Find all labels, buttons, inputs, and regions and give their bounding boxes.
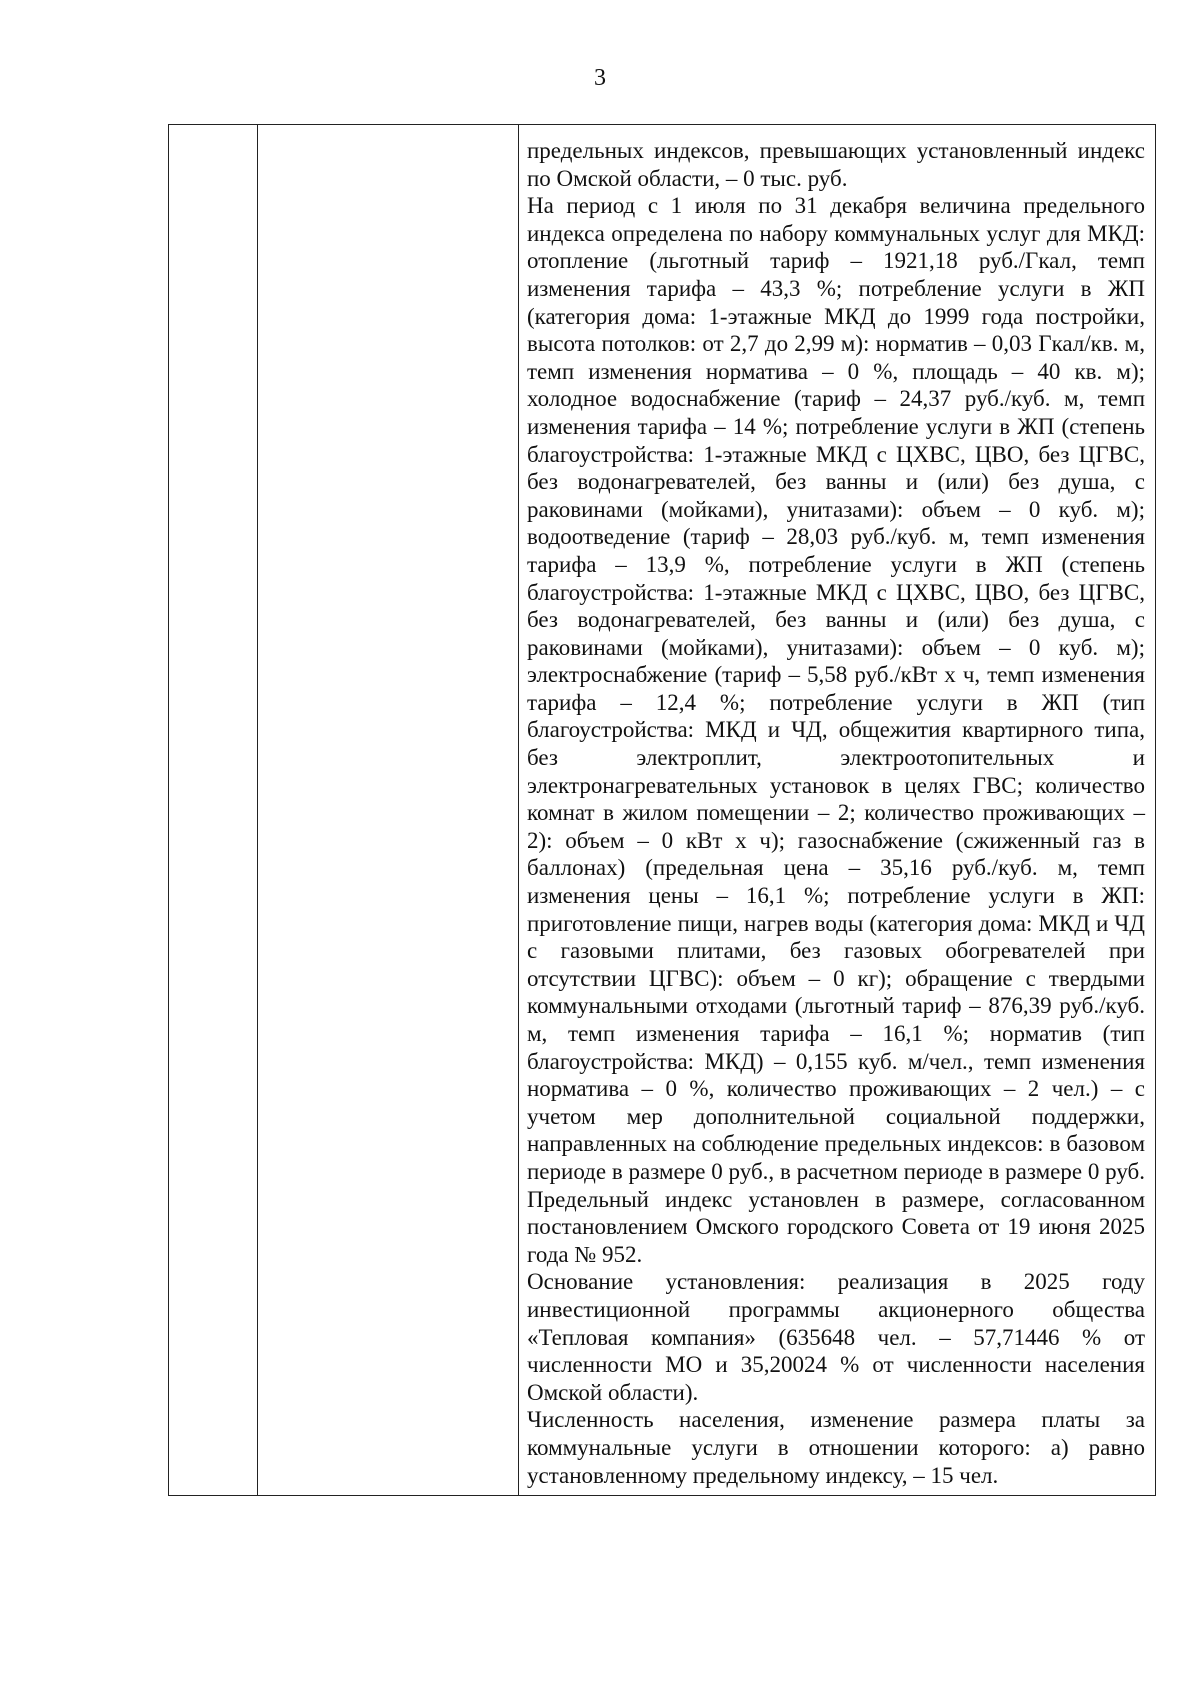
table-row [169, 125, 1156, 1496]
page-number: 3 [594, 65, 606, 91]
paragraph-indices-continued: предельных индексов, превышающих установленный индекс по Омской области, – 0 тыс. руб. [527, 138, 1145, 191]
table-cell-col-1 [169, 125, 258, 1496]
table-cell-col-3 [519, 125, 1156, 1496]
paragraph-period-jul-dec: На период с 1 июля по 31 декабря величина предельного индекса определена по набору коммунальных услуг для МКД: отопление (льготный тариф – 1921,18 руб./Гкал, темп изменения тарифа – 43,3 %; потребление услуги в ЖП (категория дома: 1-этажные МКД до 1999 года постройки, высота потолков: от 2,7 до 2,99 м): норматив – 0,03 Гкал/кв. м, темп изменения норматива – 0 %, площадь – 40 кв. м); холодное водоснабжение (тариф – 24,37 руб./куб. м, темп изменения тарифа – 14 %; потребление услуги в ЖП (степень благоустройства: 1-этажные МКД с ЦХВС, ЦВО, без ЦГВС, без водонагревателей, без ванны и (или) без душа, с раковинами (мойками), унитазами): объем – 0 куб. м); водоотведение (тариф – 28,03 руб./куб. м, темп изменения тарифа – 13,9 %, потребление услуги в ЖП (степень благоустройства: 1-этажные МКД с ЦХВС, ЦВО, без ЦГВС, без водонагревателей, без ванны и (или) без душа, с раковинами (мойками), унитазами): объем – 0 куб. м); электроснабжение (тариф – 5,58 руб./кВт х ч, темп изменения тарифа – 12,4 %; потребление услуги в ЖП (тип благоустройства: МКД и ЧД, общежития квартирного типа, без электроплит, электроотопительных и электронагревательных установок в целях ГВС; количество комнат в жилом помещении – 2; количество проживающих – 2): объем – 0 кВт х ч); газоснабжение (сжиженный газ в баллонах) (предельная цена – 35,16 руб./куб. м, темп изменения цены – 16,1 %; потребление услуги в ЖП: приготовление пищи, нагрев воды (категория дома: МКД и ЧД с газовыми плитами, без газовых обогревателей при отсутствии ЦГВС): объем – 0 кг); обращение с твердыми коммунальными отходами (льготный тариф – 876,39 руб./куб. м, темп изменения тарифа – 16,1 %; норматив (тип благоустройства: МКД) – 0,155 куб. м/чел., темп изменения норматива – 0 %, количество проживающих – 2 чел.) – с учетом мер дополнительной социальной поддержки, направленных на соблюдение предельных индексов: в базовом периоде в размере 0 руб., в расчетном периоде в размере 0 руб. Предельный индекс установлен в размере, согласованном постановлением Омского городского Совета от 19 июня 2025 года № 952. [527, 193, 1145, 1267]
document-table [168, 124, 1156, 1496]
paragraph-basis: Основание установления: реализация в 2025 году инвестиционной программы акционерного общества «Тепловая компания» (635648 чел. – 57,71446 % от численности МО и 35,20024 % от численности населения Омской области). [527, 1269, 1145, 1405]
table-cell-col-2 [258, 125, 519, 1496]
paragraph-population: Численность населения, изменение размера платы за коммунальные услуги в отношении которого: а) равно установленному предельному индексу, – 15 чел. [527, 1407, 1145, 1488]
